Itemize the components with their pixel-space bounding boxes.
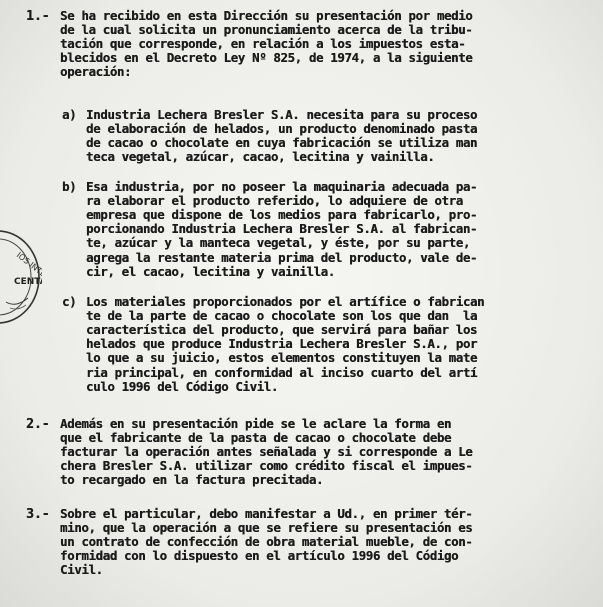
subitem-line: teca vegetal, azúcar, cacao, lecitina y vainilla. bbox=[86, 149, 435, 165]
subitem-label: b) bbox=[62, 179, 77, 194]
paragraph-line: blecidos en el Decreto Ley Nº 825, de 1974, a la siguiente bbox=[60, 50, 473, 66]
paragraph-line: operación: bbox=[60, 64, 132, 80]
stamp-seal bbox=[0, 228, 42, 326]
subitem-label: a) bbox=[62, 107, 77, 122]
item-number: 1.- bbox=[26, 9, 50, 24]
paragraph-line: de la cual solicita un pronunciamiento acerca de la tribu- bbox=[60, 22, 473, 38]
stamp-text-middle: CENT bbox=[14, 277, 40, 287]
paragraph-line: facturar la operación antes señalada y si corresponde a Le bbox=[60, 444, 473, 460]
subitem-line: característica del producto, que servirá para bañar los bbox=[86, 322, 478, 338]
paragraph-line: to recargado en la factura precitada. bbox=[60, 472, 324, 488]
subitem-line: lo que a su juicio, estos elementos constituyen la mate bbox=[86, 350, 478, 366]
item-number: 2.- bbox=[26, 417, 50, 432]
paragraph-line: chera Bresler S.A. utilizar como crédito fiscal el impues- bbox=[60, 458, 473, 474]
subitem-line: agrega la restante materia prima del producto, vale de- bbox=[86, 249, 478, 265]
subitem-line: cir, el cacao, lecitina y vainilla. bbox=[86, 263, 335, 279]
subitem-line: ria principal, en conformidad al inciso cuarto del artí bbox=[86, 364, 478, 380]
paragraph-line: tación que corresponde, en relación a los impuestos esta- bbox=[60, 36, 466, 52]
subitem-line: Esa industria, por no poseer la maquinaria adecuada pa- bbox=[86, 179, 478, 194]
subitem-line: Los materiales proporcionados por el artífice o fabrican bbox=[86, 294, 485, 309]
subitem-line: Industria Lechera Bresler S.A. necesita para su proceso bbox=[86, 107, 478, 122]
subitem-line: te, azúcar y la manteca vegetal, y éste, por su parte, bbox=[86, 235, 470, 251]
subitem-line: ra elaborar el producto referido, lo adquiere de otra bbox=[86, 193, 463, 209]
paragraph-line: un contrato de confección de obra material mueble, de con- bbox=[60, 534, 473, 550]
subitem-line: culo 1996 del Código Civil. bbox=[86, 378, 278, 394]
subitem-line: porcionando Industria Lechera Bresler S.A. al fabrican- bbox=[86, 221, 478, 237]
item-number: 3.- bbox=[26, 507, 50, 522]
subitem-label: c) bbox=[62, 294, 77, 309]
paragraph-line: que el fabricante de la pasta de cacao o chocolate debe bbox=[60, 430, 452, 446]
subitem-line: empresa que dispone de los medios para fabricarlo, pro- bbox=[86, 207, 478, 223]
subitem-line: te de la parte de cacao o chocolate son los que dan la bbox=[86, 308, 478, 324]
paragraph-line: mino, que la operación a que se refiere su presentación es bbox=[60, 520, 473, 536]
stamp-text-top: IOS INTERNOS bbox=[14, 250, 42, 293]
subitem-line: de elaboración de helados, un producto denominado pasta bbox=[86, 121, 478, 137]
paragraph-line: Se ha recibido en esta Dirección su presentación por medio bbox=[60, 8, 473, 23]
paragraph-line: Además en su presentación pide se le aclare la forma en bbox=[60, 416, 452, 431]
paragraph-line: formidad con lo dispuesto en el artículo 1996 del Código bbox=[60, 548, 459, 564]
paragraph-line: Sobre el particular, debo manifestar a Ud., en primer tér- bbox=[60, 506, 473, 521]
paragraph-line: Civil. bbox=[60, 562, 103, 578]
subitem-line: helados que produce Industria Lechera Bresler S.A., por bbox=[86, 336, 478, 352]
subitem-line: de cacao o chocolate en cuya fabricación se utiliza man bbox=[86, 135, 478, 151]
official-stamp bbox=[0, 228, 42, 326]
